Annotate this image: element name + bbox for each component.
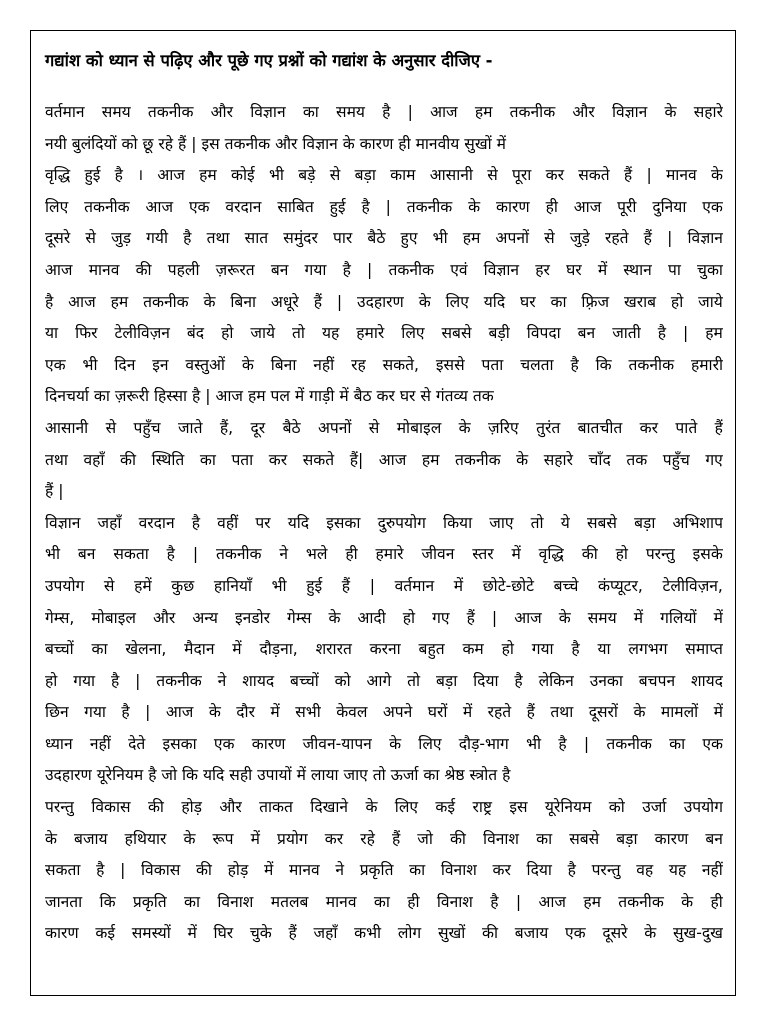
passage-line: छिन गया है | आज के दौर में सभी केवल अपने घरों में रहते हैं तथा दूसरों के मामलों में [45, 703, 723, 722]
passage-line: वृद्धि हुई है । आज हम कोई भी बड़े से बड़ा काम आसानी से पूरा कर सकते हैं | मानव के [45, 166, 723, 185]
passage-body [45, 97, 723, 950]
passage-line: ध्यान नहीं देते इसका एक कारण जीवन-यापन के लिए दौड़-भाग भी है | तकनीक का एक [45, 734, 723, 753]
passage-line: आसानी से पहुँच जाते हैं, दूर बैठे अपनों से मोबाइल के ज़रिए तुरंत बातचीत कर पाते हैं [45, 418, 723, 437]
passage-line: एक भी दिन इन वस्तुओं के बिना नहीं रह सकते, इससे पता चलता है कि तकनीक हमारी [45, 355, 723, 374]
passage-line: या फिर टेलीविज़न बंद हो जाये तो यह हमारे लिए सबसे बड़ी विपदा बन जाती है | हम [45, 324, 723, 343]
passage-line: जानता कि प्रकृति का विनाश मतलब मानव का ही विनाश है | आज हम तकनीक के ही [45, 892, 723, 911]
passage-line: हैं | [45, 482, 64, 501]
passage-line: आज मानव की पहली ज़रूरत बन गया है | तकनीक एवं विज्ञान हर घर में स्थान पा चुका [45, 260, 723, 279]
passage-line: विज्ञान जहाँ वरदान है वहीं पर यदि इसका दुरुपयोग किया जाए तो ये सबसे बड़ा अभिशाप [45, 513, 723, 532]
passage-line: सकता है | विकास की होड़ में मानव ने प्रकृति का विनाश कर दिया है परन्तु वह यह नहीं [45, 861, 723, 880]
passage-line: है आज हम तकनीक के बिना अधूरे हैं | उदहारण के लिए यदि घर का फ़्रिज खराब हो जाये [45, 292, 723, 311]
passage-line: के बजाय हथियार के रूप में प्रयोग कर रहे हैं जो की विनाश का सबसे बड़ा कारण बन [45, 829, 723, 848]
passage-line: तथा वहाँ की स्थिति का पता कर सकते हैं| आज हम तकनीक के सहारे चाँद तक पहुँच गए [45, 450, 723, 469]
document-page [30, 30, 736, 996]
passage-line: वर्तमान समय तकनीक और विज्ञान का समय है | आज हम तकनीक और विज्ञान के सहारे [45, 103, 723, 121]
passage-line: भी बन सकता है | तकनीक ने भले ही हमारे जीवन स्तर में वृद्धि की हो परन्तु इसके [45, 545, 723, 564]
passage-line: उपयोग से हमें कुछ हानियाँ भी हुई हैं | वर्तमान में छोटे-छोटे बच्चे कंप्यूटर, टेलीविज़न, [45, 576, 723, 595]
passage-line: लिए तकनीक आज एक वरदान साबित हुई है | तकनीक के कारण ही आज पूरी दुनिया एक [45, 197, 723, 216]
passage-line: दूसरे से जुड़ गयी है तथा सात समुंदर पार बैठे हुए भी हम अपनों से जुड़े रहते हैं | विज्ञान [45, 229, 723, 248]
passage-line: बच्चों का खेलना, मैदान में दौड़ना, शरारत करना बहुत कम हो गया है या लगभग समाप्त [45, 640, 723, 659]
passage-heading: गद्यांश को ध्यान से पढ़िए और पूछे गए प्रश्नों को गद्यांश के अनुसार दीजिए - [45, 51, 493, 70]
passage-line: हो गया है | तकनीक ने शायद बच्चों को आगे तो बड़ा दिया है लेकिन उनका बचपन शायद [45, 671, 723, 690]
passage-line: नयी बुलंदियों को छू रहे हैं | इस तकनीक और विज्ञान के कारण ही मानवीय सुखों में [45, 134, 506, 153]
passage-line: कारण कई समस्यों में घिर चुके हैं जहाँ कभी लोग सुखों की बजाय एक दूसरे के सुख-दुख [45, 924, 723, 943]
passage-line: उदहारण यूरेनियम है जो कि यदि सही उपायों में लाया जाए तो ऊर्जा का श्रेष्ठ स्त्रोत है [45, 766, 511, 785]
passage-line: दिनचर्या का ज़रूरी हिस्सा है | आज हम पल में गाड़ी में बैठ कर घर से गंतव्य तक [45, 387, 494, 406]
passage-line: गेम्स, मोबाइल और अन्य इनडोर गेम्स के आदी हो गए हैं | आज के समय में गलियों में [45, 608, 723, 627]
passage-line: परन्तु विकास की होड़ और ताकत दिखाने के लिए कई राष्ट्र इस यूरेनियम को उर्जा उपयोग [45, 798, 723, 817]
